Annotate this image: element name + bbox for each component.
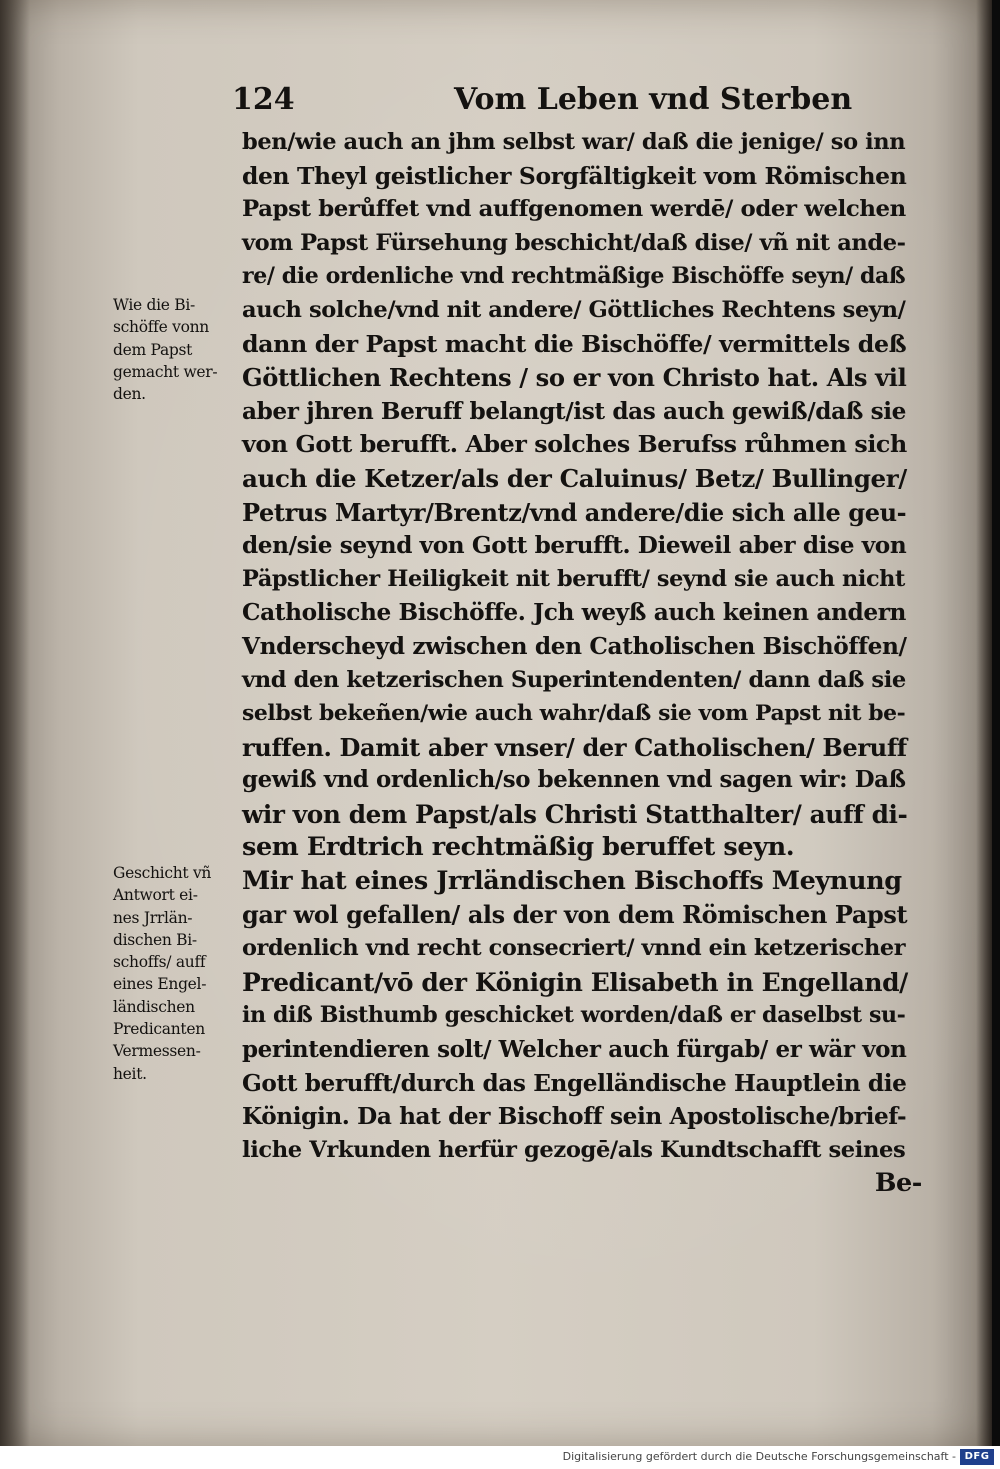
marginal-line: Predicanten [113, 1020, 205, 1039]
text-line: Catholische Bischöffe. Jch weyß auch keinen andern [242, 599, 907, 627]
text-line: Vnderscheyd zwischen den Catholischen Bischöffen/ [242, 632, 907, 660]
marginal-line: den. [113, 385, 146, 404]
text-line: Petrus Martyr/Brentz/vnd andere/die sich alle geu- [242, 497, 907, 527]
text-line: selbst bekeñen/wie auch wahr/daß sie vom Papst nit be- [242, 700, 906, 727]
running-head [232, 82, 922, 122]
marginal-line: dischen Bi- [113, 930, 197, 949]
marginal-line: heit. [113, 1064, 147, 1083]
text-line: Päpstlicher Heiligkeit nit berufft/ seynd sie auch nicht [242, 565, 905, 592]
text-line: dann der Papst macht die Bischöffe/ vermittels deß [242, 329, 907, 358]
text-line: von Gott berufft. Aber solches Berufss růhmen sich [242, 430, 907, 459]
text-line: Gott berufft/durch das Engelländische Hauptlein die [242, 1069, 907, 1097]
text-line: liche Vrkunden herfür gezogē/als Kundtschafft seines [242, 1136, 906, 1163]
marginal-line: schoffs/ auff [113, 953, 206, 972]
marginal-note-1 [113, 294, 243, 405]
text-line: ordenlich vnd recht consecriert/ vnnd ein ketzerischer [242, 935, 906, 962]
text-line: Königin. Da hat der Bischoff sein Apostolische/brief- [242, 1103, 907, 1131]
footer-bar [0, 1446, 1000, 1469]
text-line: auch solche/vnd nit andere/ Göttliches Rechtens seyn/ [242, 296, 906, 323]
text-line: vom Papst Fürsehung beschicht/daß dise/ vñ nit ande- [242, 229, 906, 256]
marginal-line: ländischen [113, 997, 195, 1016]
marginal-line: eines Engel- [113, 975, 207, 994]
text-line: ben/wie auch an jhm selbst war/ daß die jenige/ so inn [242, 129, 906, 155]
text-line: aber jhren Beruff belangt/ist das auch gewiß/daß sie [242, 397, 906, 425]
text-line: gar wol gefallen/ als der von dem Römischen Papst [242, 900, 908, 929]
text-line: auch die Ketzer/als der Caluinus/ Betz/ Bullinger/ [242, 463, 907, 493]
text-line: Papst berůffet vnd auffgenomen werdē/ oder welchen [242, 196, 906, 223]
gutter-shadow [0, 0, 30, 1446]
marginal-note-2 [113, 862, 243, 1085]
page-number: 124 [232, 82, 295, 117]
marginal-line: gemacht wer- [113, 362, 218, 381]
funding-credit: Digitalisierung gefördert durch die Deutsche Forschungsgemeinschaft - [562, 1450, 956, 1463]
text-line: den/sie seynd von Gott berufft. Dieweil aber dise von [242, 532, 907, 560]
text-line: in diß Bisthumb geschicket worden/daß er daselbst su- [242, 1002, 906, 1029]
marginal-line: Antwort ei- [113, 886, 198, 905]
text-line: ruffen. Damit aber vnser/ der Catholischen/ Beruff [242, 732, 907, 762]
marginal-line: Geschicht vñ [113, 864, 212, 882]
running-head-title: Vom Leben vnd Sterben [454, 82, 853, 117]
text-line: gewiß vnd ordenlich/so bekennen vnd sagen wir: Daß [242, 767, 906, 794]
text-line: re/ die ordenliche vnd rechtmäßige Bischöffe seyn/ daß [242, 263, 906, 290]
marginal-line: dem Papst [113, 340, 193, 359]
text-line: den Theyl geistlicher Sorgfältigkeit vom Römischen [242, 161, 907, 190]
body-text [242, 126, 922, 1201]
marginal-line: Wie die Bi- [113, 296, 195, 314]
catchword: Be- [874, 1168, 922, 1199]
text-line: Göttlichen Rechtens / so er von Christo hat. Als vil [242, 363, 907, 393]
marginal-line: nes Jrrlän- [113, 908, 193, 927]
text-line: Predicant/vō der Königin Elisabeth in Engelland/ [242, 967, 908, 997]
text-line: sem Erdtrich rechtmäßig beruffet seyn. [242, 832, 795, 863]
text-line: vnd den ketzerischen Superintendenten/ dann daß sie [242, 666, 906, 693]
text-line: wir von dem Papst/als Christi Statthalter/ auff di- [242, 799, 908, 829]
page-edge-shadow [976, 0, 992, 1446]
text-line: Mir hat eines Jrrländischen Bischoffs Meynung [242, 866, 902, 897]
marginal-line: schöffe vonn [113, 318, 209, 337]
dfg-logo: DFG [960, 1449, 994, 1465]
text-line: perintendieren solt/ Welcher auch fürgab/ er wär von [242, 1036, 907, 1064]
marginal-line: Vermessen- [113, 1042, 201, 1061]
